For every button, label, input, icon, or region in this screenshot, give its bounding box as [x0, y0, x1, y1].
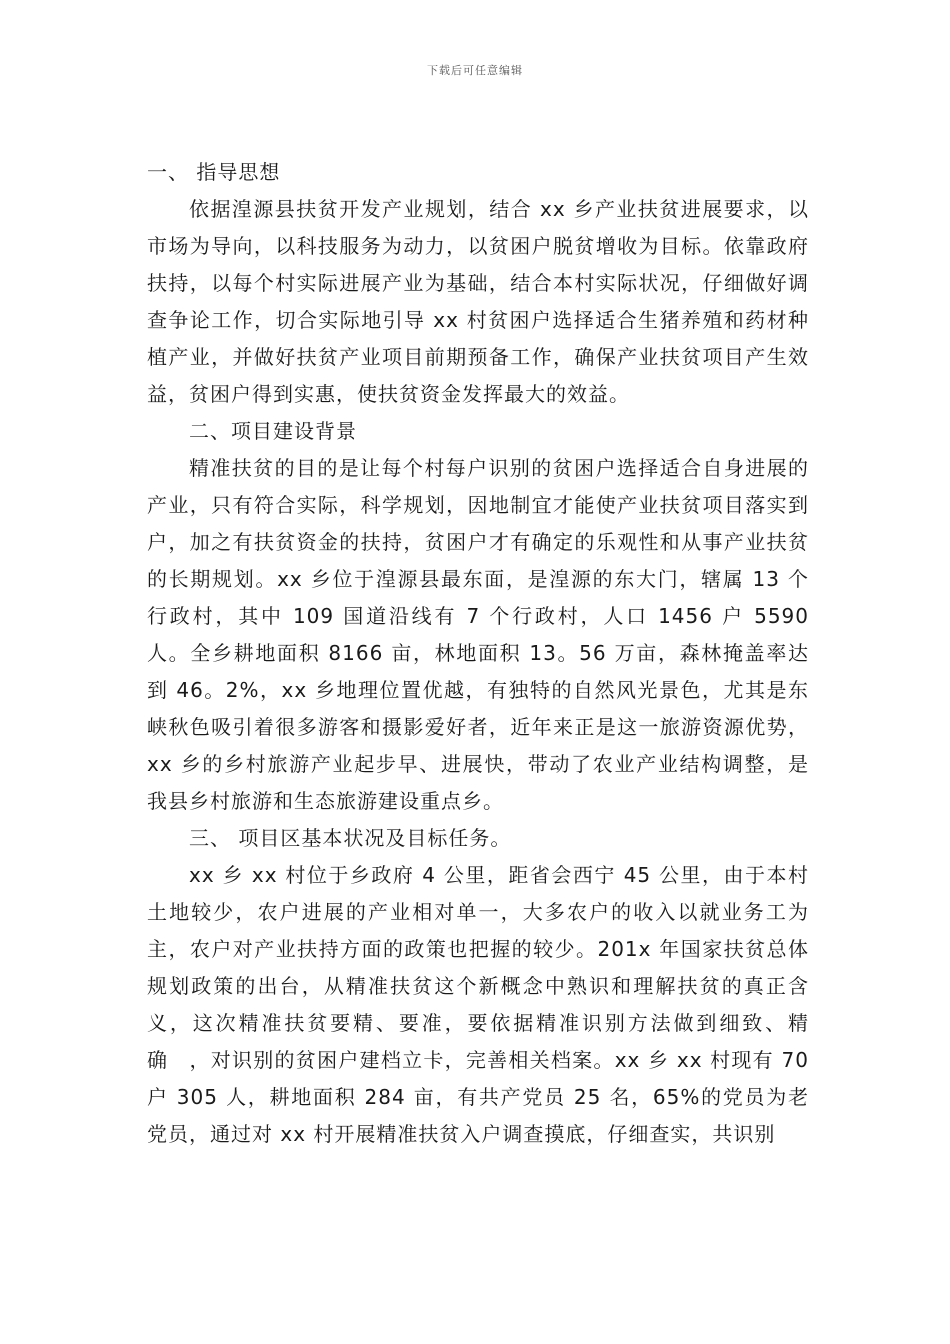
section-3-heading: 三、 项目区基本状况及目标任务。 [189, 826, 512, 850]
document-body [147, 154, 809, 1153]
section-2-paragraph: 精准扶贫的目的是让每个村每户识别的贫困户选择适合自身进展的产业，只有符合实际，科学规划，因地制宜才能使产业扶贫项目落实到户，加之有扶贫资金的扶持，贫困户才有确定的乐观性和从事产业扶贫的长期规划。xx 乡位于湟源县最东面，是湟源的东大门，辖属 13 个行政村，其中 109 国道沿线有 7 个行政村，人口 1456 户 5590 人。全乡耕地面积 8166 亩，林地面积 13。56 万亩，森林掩盖率达到 46。2%，xx 乡地理位置优越，有独特的自然风光景色，尤其是东峡秋色吸引着很多游客和摄影爱好者，近年来正是这一旅游资源优势，xx 乡的乡村旅游产业起步早、进展快，带动了农业产业结构调整，是我县乡村旅游和生态旅游建设重点乡。 [147, 456, 809, 813]
section-1-heading: 一、 指导思想 [147, 160, 281, 184]
section-1-paragraph: 依据湟源县扶贫开发产业规划，结合 xx 乡产业扶贫进展要求，以市场为导向，以科技服务为动力，以贫困户脱贫增收为目标。依靠政府扶持，以每个村实际进展产业为基础，结合本村实际状况，仔细做好调查争论工作，切合实际地引导 xx 村贫困户选择适合生猪养殖和药材种植产业，并做好扶贫产业项目前期预备工作，确保产业扶贫项目产生效益，贫困户得到实惠，使扶贫资金发挥最大的效益。 [147, 197, 809, 406]
section-3-paragraph: xx 乡 xx 村位于乡政府 4 公里，距省会西宁 45 公里，由于本村土地较少，农户进展的产业相对单一，大多农户的收入以就业务工为主，农户对产业扶持方面的政策也把握的较少。201x 年国家扶贫总体规划政策的出台，从精准扶贫这个新概念中熟识和理解扶贫的真正含义，这次精准扶贫要精、要准，要依据精准识别方法做到细致、精确 ，对识别的贫困户建档立卡，完善相关档案。xx 乡 xx 村现有 70 户 305 人，耕地面积 284 亩，有共产党员 25 名，65%的党员为老党员，通过对 xx 村开展精准扶贫入户调查摸底，仔细查实，共识别 [147, 863, 809, 1146]
page-header-note: 下载后可任意编辑 [427, 64, 523, 77]
section-2-heading: 二、项目建设背景 [189, 419, 357, 443]
